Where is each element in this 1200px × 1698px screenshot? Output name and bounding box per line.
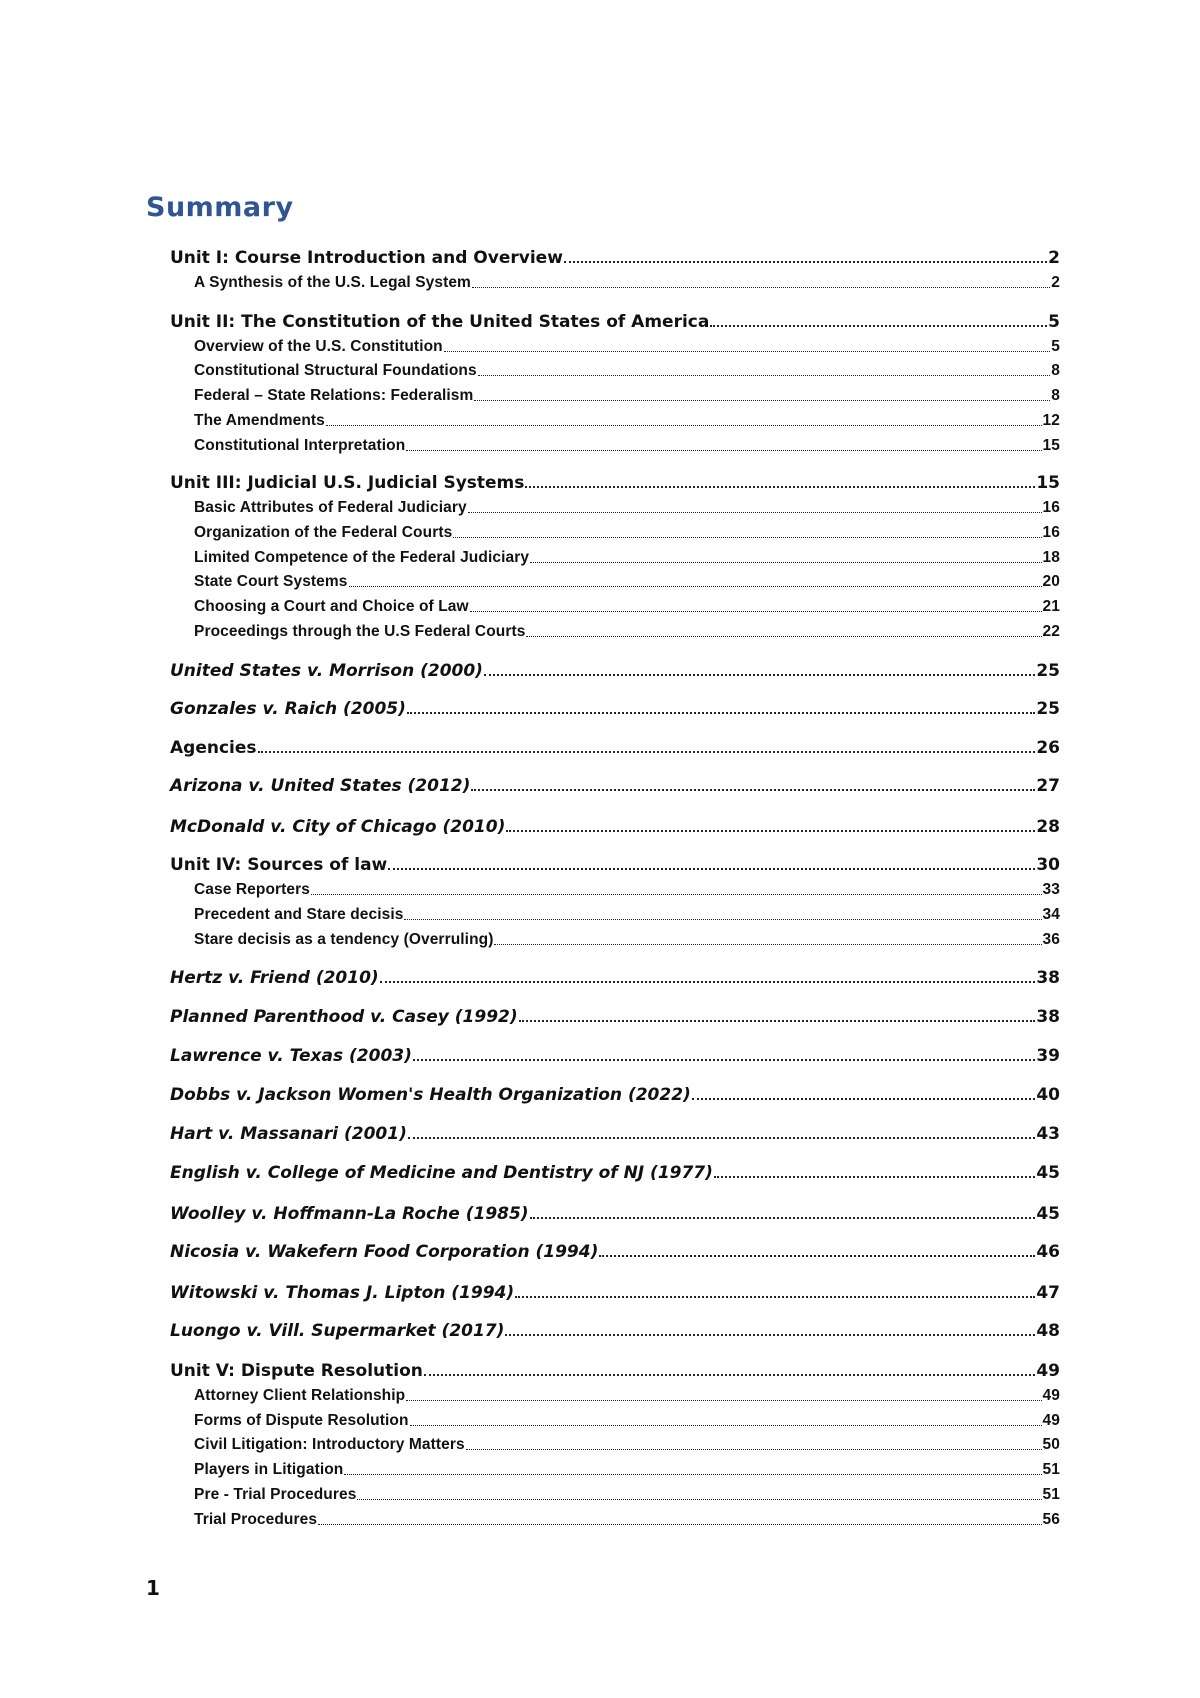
- toc-entry-title: Unit II: The Constitution of the United States of America: [170, 312, 710, 332]
- toc-entry-page: 15: [1042, 437, 1060, 454]
- toc-dot-leader: [349, 586, 1042, 587]
- toc-dot-leader: [530, 1217, 1036, 1219]
- toc-entry-page: 48: [1036, 1321, 1060, 1341]
- toc-entry[interactable]: [170, 778, 1060, 795]
- toc-entry-title: Agencies: [170, 738, 257, 758]
- toc-entry[interactable]: [170, 819, 1060, 836]
- toc-entry-page: 50: [1042, 1436, 1060, 1453]
- toc-entry-page: 51: [1042, 1486, 1060, 1503]
- toc-entry-title: Luongo v. Vill. Supermarket (2017): [170, 1321, 505, 1341]
- toc-entry-page: 47: [1036, 1283, 1060, 1303]
- toc-entry[interactable]: [194, 624, 1060, 640]
- toc-entry-page: 5: [1051, 338, 1060, 355]
- toc-entry-title: State Court Systems: [194, 573, 348, 590]
- toc-entry-page: 40: [1036, 1085, 1060, 1105]
- toc-dot-leader: [714, 1176, 1035, 1178]
- toc-entry[interactable]: [170, 250, 1060, 267]
- toc-entry[interactable]: [194, 1512, 1060, 1528]
- toc-dot-leader: [388, 868, 1035, 870]
- toc-entry-page: 39: [1036, 1046, 1060, 1066]
- toc-dot-leader: [530, 562, 1042, 563]
- toc-dot-leader: [407, 712, 1035, 714]
- toc-entry-title: Attorney Client Relationship: [194, 1387, 406, 1404]
- toc-entry-title: Constitutional Interpretation: [194, 437, 406, 454]
- toc-entry-title: Unit I: Course Introduction and Overview: [170, 248, 563, 268]
- toc-entry-title: Unit V: Dispute Resolution: [170, 1361, 423, 1381]
- toc-dot-leader: [515, 1296, 1035, 1298]
- toc-entry[interactable]: [170, 1009, 1060, 1026]
- toc-entry-title: Case Reporters: [194, 881, 310, 898]
- toc-entry-title: Pre - Trial Procedures: [194, 1486, 357, 1503]
- toc-entry[interactable]: [170, 663, 1060, 680]
- toc-entry-title: Hertz v. Friend (2010): [170, 968, 379, 988]
- table-of-contents: [170, 0, 1060, 1698]
- toc-entry-page: 49: [1042, 1387, 1060, 1404]
- toc-entry[interactable]: [170, 857, 1060, 874]
- toc-entry-title: Gonzales v. Raich (2005): [170, 699, 406, 719]
- toc-entry-page: 45: [1036, 1204, 1060, 1224]
- toc-dot-leader: [326, 425, 1042, 426]
- toc-entry[interactable]: [194, 907, 1060, 923]
- toc-entry-title: Constitutional Structural Foundations: [194, 362, 477, 379]
- toc-dot-leader: [410, 1425, 1042, 1426]
- toc-entry-title: The Amendments: [194, 412, 325, 429]
- toc-entry-title: Precedent and Stare decisis: [194, 906, 404, 923]
- toc-dot-leader: [526, 636, 1041, 637]
- toc-entry[interactable]: [170, 314, 1060, 331]
- toc-entry[interactable]: [194, 574, 1060, 590]
- toc-entry-title: Stare decisis as a tendency (Overruling): [194, 931, 494, 948]
- toc-dot-leader: [466, 1449, 1042, 1450]
- toc-entry[interactable]: [194, 438, 1060, 454]
- toc-entry-title: McDonald v. City of Chicago (2010): [170, 817, 506, 837]
- toc-entry[interactable]: [194, 882, 1060, 898]
- toc-dot-leader: [471, 789, 1035, 791]
- toc-entry-page: 2: [1048, 248, 1060, 268]
- toc-entry[interactable]: [170, 970, 1060, 987]
- toc-entry[interactable]: [194, 500, 1060, 516]
- toc-entry[interactable]: [194, 599, 1060, 615]
- toc-entry-page: 12: [1042, 412, 1060, 429]
- toc-entry-page: 36: [1042, 931, 1060, 948]
- toc-entry[interactable]: [170, 1126, 1060, 1143]
- toc-entry-page: 33: [1042, 881, 1060, 898]
- toc-dot-leader: [506, 830, 1035, 832]
- toc-entry[interactable]: [194, 1487, 1060, 1503]
- toc-dot-leader: [424, 1374, 1035, 1376]
- toc-entry-page: 15: [1036, 473, 1060, 493]
- toc-entry-page: 21: [1042, 598, 1060, 615]
- page-title: Summary: [146, 192, 294, 223]
- toc-entry-title: Lawrence v. Texas (2003): [170, 1046, 412, 1066]
- toc-entry[interactable]: [170, 475, 1060, 492]
- toc-entry-title: Hart v. Massanari (2001): [170, 1124, 407, 1144]
- toc-entry-title: A Synthesis of the U.S. Legal System: [194, 274, 471, 291]
- toc-dot-leader: [564, 261, 1047, 263]
- toc-entry-title: English v. College of Medicine and Dentistry of NJ (1977): [170, 1163, 713, 1183]
- toc-entry[interactable]: [194, 1388, 1060, 1404]
- toc-entry-page: 49: [1036, 1361, 1060, 1381]
- toc-dot-leader: [453, 537, 1041, 538]
- toc-entry-page: 20: [1042, 573, 1060, 590]
- toc-entry-title: Witowski v. Thomas J. Lipton (1994): [170, 1283, 515, 1303]
- toc-entry-title: Overview of the U.S. Constitution: [194, 338, 443, 355]
- toc-entry-title: Proceedings through the U.S Federal Courts: [194, 623, 526, 640]
- toc-entry-title: Organization of the Federal Courts: [194, 524, 453, 541]
- toc-entry-title: Woolley v. Hoffmann-La Roche (1985): [170, 1204, 529, 1224]
- toc-dot-leader: [519, 1020, 1036, 1022]
- toc-dot-leader: [444, 351, 1051, 352]
- toc-entry-title: Forms of Dispute Resolution: [194, 1412, 409, 1429]
- toc-entry[interactable]: [194, 1462, 1060, 1478]
- toc-entry-title: Dobbs v. Jackson Women's Health Organization (2022): [170, 1085, 691, 1105]
- toc-entry[interactable]: [194, 388, 1060, 404]
- toc-entry-page: 16: [1042, 524, 1060, 541]
- toc-entry[interactable]: [170, 1048, 1060, 1065]
- toc-dot-leader: [404, 919, 1041, 920]
- toc-dot-leader: [525, 486, 1035, 488]
- toc-entry-page: 16: [1042, 499, 1060, 516]
- toc-dot-leader: [468, 512, 1042, 513]
- toc-entry-page: 8: [1051, 387, 1060, 404]
- toc-entry-title: Trial Procedures: [194, 1511, 318, 1528]
- toc-dot-leader: [258, 751, 1036, 753]
- toc-entry[interactable]: [170, 1323, 1060, 1340]
- toc-entry-page: 51: [1042, 1461, 1060, 1478]
- toc-entry-title: Choosing a Court and Choice of Law: [194, 598, 469, 615]
- toc-entry-title: Players in Litigation: [194, 1461, 344, 1478]
- toc-entry-title: Planned Parenthood v. Casey (1992): [170, 1007, 518, 1027]
- toc-entry[interactable]: [170, 1165, 1060, 1182]
- toc-entry-page: 38: [1036, 1007, 1060, 1027]
- toc-entry[interactable]: [170, 1285, 1060, 1302]
- toc-entry-page: 38: [1036, 968, 1060, 988]
- toc-dot-leader: [478, 375, 1051, 376]
- toc-dot-leader: [505, 1334, 1035, 1336]
- toc-entry[interactable]: [194, 339, 1060, 355]
- toc-entry[interactable]: [170, 1244, 1060, 1261]
- toc-entry-page: 2: [1051, 274, 1060, 291]
- toc-entry-title: Limited Competence of the Federal Judiciary: [194, 549, 530, 566]
- toc-entry-page: 30: [1036, 855, 1060, 875]
- toc-entry-page: 25: [1036, 699, 1060, 719]
- toc-entry-page: 45: [1036, 1163, 1060, 1183]
- toc-entry[interactable]: [170, 701, 1060, 718]
- toc-entry[interactable]: [170, 1087, 1060, 1104]
- toc-entry-page: 25: [1036, 661, 1060, 681]
- toc-entry-page: 18: [1042, 549, 1060, 566]
- toc-entry[interactable]: [194, 1437, 1060, 1453]
- toc-entry-page: 49: [1042, 1412, 1060, 1429]
- toc-dot-leader: [599, 1255, 1035, 1257]
- toc-entry-title: Basic Attributes of Federal Judiciary: [194, 499, 467, 516]
- toc-dot-leader: [692, 1098, 1036, 1100]
- toc-entry[interactable]: [170, 1206, 1060, 1223]
- toc-dot-leader: [380, 981, 1036, 983]
- toc-entry-page: 5: [1048, 312, 1060, 332]
- toc-dot-leader: [484, 674, 1035, 676]
- toc-entry-page: 43: [1036, 1124, 1060, 1144]
- toc-dot-leader: [494, 944, 1041, 945]
- toc-entry[interactable]: [194, 550, 1060, 566]
- toc-entry[interactable]: [194, 363, 1060, 379]
- toc-dot-leader: [413, 1059, 1035, 1061]
- toc-dot-leader: [357, 1499, 1041, 1500]
- toc-dot-leader: [710, 325, 1047, 327]
- toc-entry-page: 28: [1036, 817, 1060, 837]
- toc-entry-page: 26: [1036, 738, 1060, 758]
- page-number: 1: [146, 1576, 160, 1600]
- toc-entry-page: 22: [1042, 623, 1060, 640]
- toc-dot-leader: [318, 1524, 1041, 1525]
- toc-dot-leader: [472, 287, 1050, 288]
- toc-entry-page: 34: [1042, 906, 1060, 923]
- toc-entry[interactable]: [194, 932, 1060, 948]
- toc-entry[interactable]: [194, 275, 1060, 291]
- toc-entry-page: 56: [1042, 1511, 1060, 1528]
- toc-entry-title: Nicosia v. Wakefern Food Corporation (1994): [170, 1242, 599, 1262]
- toc-entry-title: Unit III: Judicial U.S. Judicial Systems: [170, 473, 525, 493]
- toc-entry-title: Arizona v. United States (2012): [170, 776, 471, 796]
- toc-entry-page: 46: [1036, 1242, 1060, 1262]
- toc-dot-leader: [344, 1474, 1041, 1475]
- toc-entry-page: 8: [1051, 362, 1060, 379]
- toc-dot-leader: [408, 1137, 1035, 1139]
- toc-dot-leader: [470, 611, 1042, 612]
- toc-entry[interactable]: [194, 1413, 1060, 1429]
- toc-entry[interactable]: [194, 413, 1060, 429]
- toc-dot-leader: [406, 1400, 1041, 1401]
- toc-entry[interactable]: [170, 1363, 1060, 1380]
- toc-entry-title: Federal – State Relations: Federalism: [194, 387, 474, 404]
- toc-entry-title: United States v. Morrison (2000): [170, 661, 483, 681]
- toc-entry-page: 27: [1036, 776, 1060, 796]
- toc-entry[interactable]: [194, 525, 1060, 541]
- toc-dot-leader: [311, 894, 1042, 895]
- toc-entry-title: Unit IV: Sources of law: [170, 855, 388, 875]
- toc-dot-leader: [406, 450, 1041, 451]
- toc-entry-title: Civil Litigation: Introductory Matters: [194, 1436, 465, 1453]
- toc-dot-leader: [474, 400, 1050, 401]
- toc-entry[interactable]: [170, 740, 1060, 757]
